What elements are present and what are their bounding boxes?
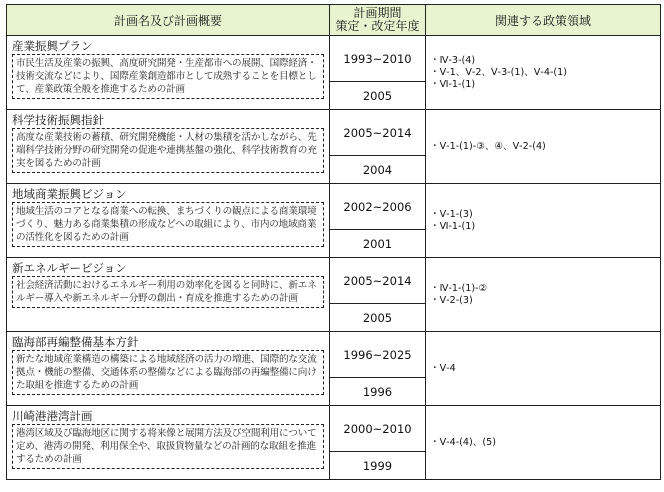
policy-area-item: ・Ⅴ-1-(1)-③、④、Ⅴ-2-(4): [430, 140, 546, 152]
policy-areas: [426, 184, 661, 258]
plan-revised-year: 1996: [330, 378, 426, 406]
policy-areas: [426, 36, 661, 110]
plan-title: 科学技術振興指針: [12, 113, 104, 127]
table-row: [7, 406, 661, 452]
plan-description: 市民生活及産業の振興、高度研究開発・生産都市への展開、国際経済・技術交流などにより、国際産業創造都市として成熟することを目標として、産業政策全般を推進するための計画: [12, 54, 324, 99]
plan-revised-year: 2005: [330, 304, 426, 332]
plan-period: 1996~2025: [330, 332, 426, 378]
policy-area-item: ・Ⅴ-1-(3): [430, 208, 473, 220]
plan-description: 新たな地域産業構造の構築による地域経済の活力の増進、国際的な交流拠点・機能の整備、交通体系の整備などによる臨海部の再編整備に向けた取組を推進するための計画: [12, 350, 324, 395]
header-period-line2: 策定・改定年度: [335, 19, 420, 33]
policy-areas: [426, 332, 661, 406]
table-header-row: [7, 5, 661, 36]
table-body: [7, 36, 661, 480]
plan-description: 社会経済活動におけるエネルギー利用の効率化を図ると同時に、新エネルギー導入や新エネルギー分野の創出・育成を推進するための計画: [12, 276, 324, 308]
table-row: [7, 184, 661, 230]
policy-area-item: ・Ⅳ-3-(4): [430, 54, 476, 66]
plan-cell: [7, 332, 330, 406]
header-period-line1: 計画期間: [353, 6, 402, 20]
header-plan: 計画名及び計画概要: [7, 5, 330, 36]
table-row: [7, 36, 661, 82]
policy-area-item: ・Ⅵ-1-(1): [430, 220, 476, 232]
plan-description: 地域生活のコアとなる商業への転換、まちづくりの観点による商業環境づくり、魅力ある商業集積の形成などへの取組により、市内の地域商業の活性化を図るための計画: [12, 202, 324, 247]
plan-revised-year: 2001: [330, 230, 426, 258]
plans-table-wrapper: [6, 4, 660, 480]
plan-revised-year: 1999: [330, 452, 426, 480]
plan-cell: [7, 36, 330, 110]
policy-area-item: ・Ⅵ-1-(1): [430, 78, 476, 90]
policy-area-item: ・Ⅳ-1-(1)-②: [430, 282, 488, 294]
plan-description: 港湾区域及び臨海地区に関する将来像と展開方法及び空間利用について定め、港湾の開発、利用保全や、取扱貨物量などの計画的な取組を推進するための計画: [12, 424, 324, 469]
policy-area-item: ・Ⅴ-4: [430, 362, 456, 374]
plan-period: 2005~2014: [330, 110, 426, 156]
policy-area-item: ・Ⅴ-1、Ⅴ-2、Ⅴ-3-(1)、Ⅴ-4-(1): [430, 66, 567, 78]
plan-cell: [7, 258, 330, 332]
plan-cell: [7, 184, 330, 258]
plan-description: 高度な産業技術の蓄積、研究開発機能・人材の集積を活かしながら、先端科学技術分野の研究開発の促進や連携基盤の強化、科学技術教育の充実を図るための計画: [12, 128, 324, 173]
plan-title: 川崎港港湾計画: [12, 409, 93, 423]
plan-period: 2000~2010: [330, 406, 426, 452]
plan-revised-year: 2005: [330, 82, 426, 110]
header-period: [330, 5, 426, 36]
table-row: [7, 110, 661, 156]
plan-title: 地域商業振興ビジョン: [12, 187, 127, 201]
table-row: [7, 332, 661, 378]
plans-table: [6, 4, 661, 480]
plan-cell: [7, 110, 330, 184]
plan-cell: [7, 406, 330, 480]
plan-period: 1993~2010: [330, 36, 426, 82]
header-areas: 関連する政策領域: [426, 5, 661, 36]
plan-period: 2005~2014: [330, 258, 426, 304]
plan-revised-year: 2004: [330, 156, 426, 184]
policy-areas: [426, 110, 661, 184]
plan-title: 産業振興プラン: [12, 39, 93, 53]
plan-period: 2002~2006: [330, 184, 426, 230]
policy-areas: [426, 258, 661, 332]
table-row: [7, 258, 661, 304]
plan-title: 臨海部再編整備基本方針: [12, 335, 139, 349]
policy-areas: [426, 406, 661, 480]
policy-area-item: ・Ⅴ-4-(4)、(5): [430, 436, 496, 448]
plan-title: 新エネルギービジョン: [12, 261, 127, 275]
policy-area-item: ・Ⅴ-2-(3): [430, 294, 473, 306]
